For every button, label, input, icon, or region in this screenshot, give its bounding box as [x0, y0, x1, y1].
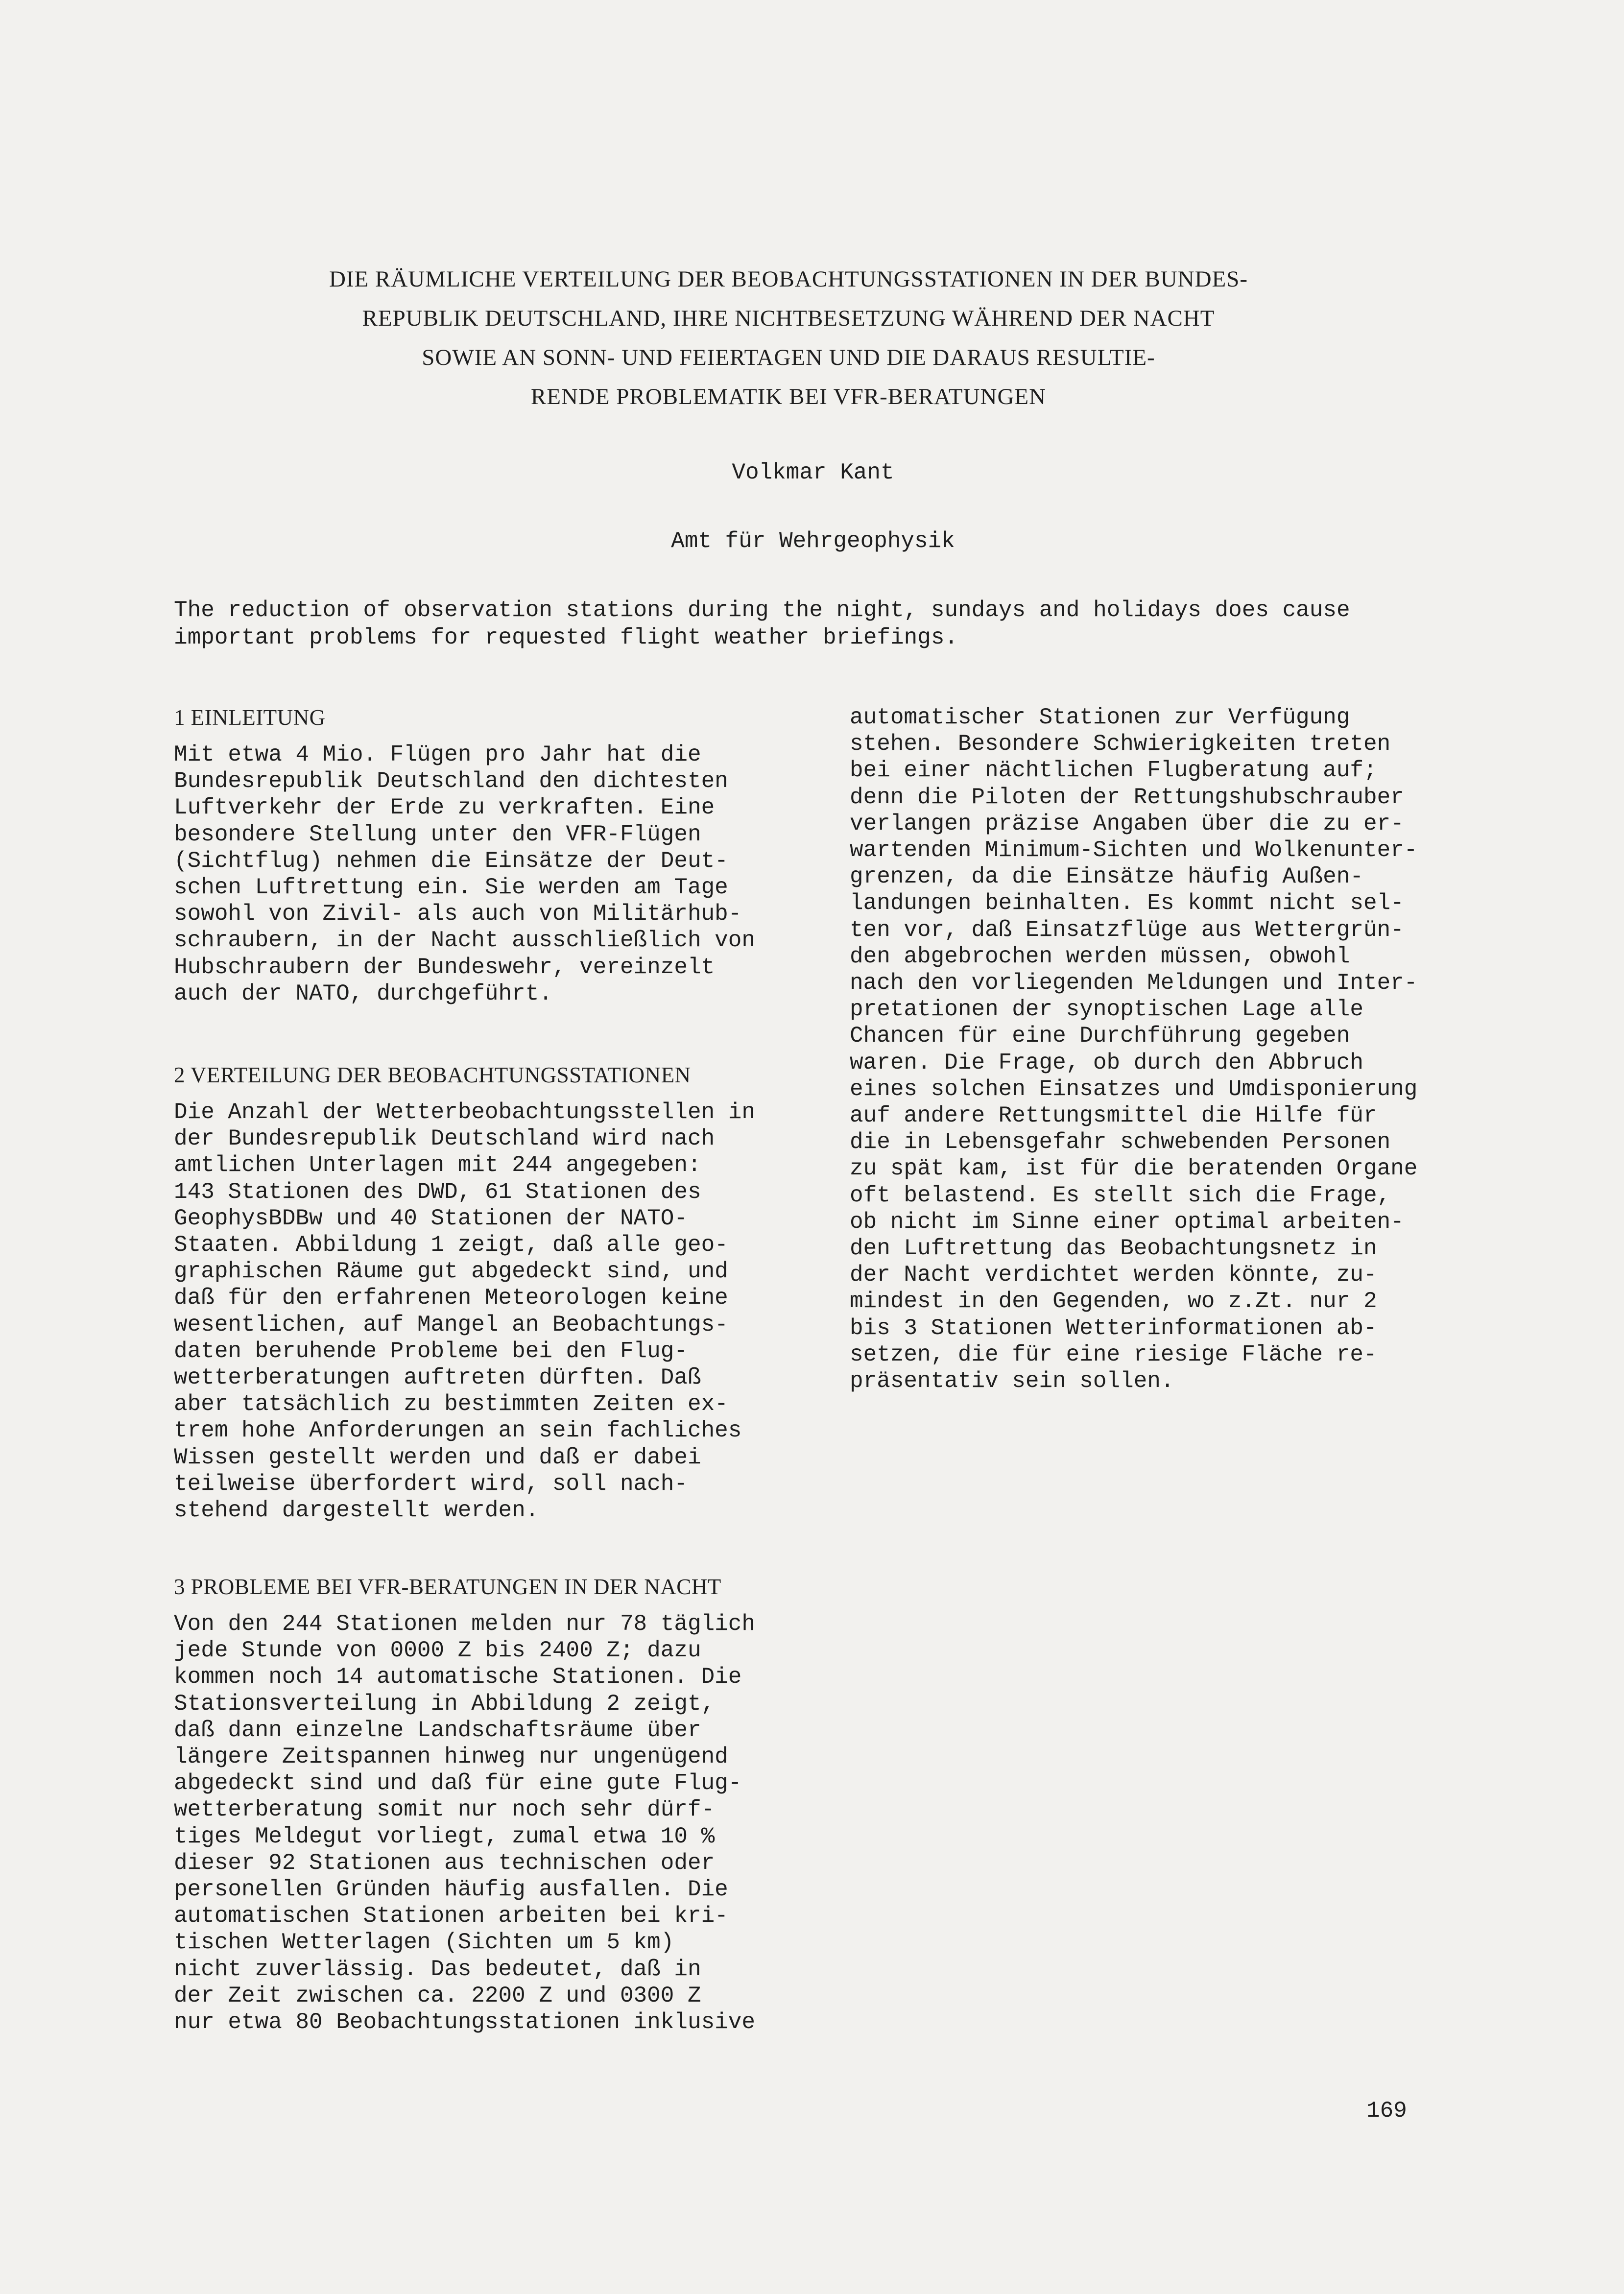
text-line: längere Zeitspannen hinweg nur ungenügend — [174, 1744, 728, 1770]
text-line: nur etwa 80 Beobachtungsstationen inklusive — [174, 2009, 755, 2035]
text-line: trem hohe Anforderungen an sein fachliches — [174, 1418, 742, 1444]
text-line: stehen. Besondere Schwierigkeiten treten — [850, 731, 1391, 757]
text-line: wetterberatungen auftreten dürften. Daß — [174, 1365, 701, 1391]
section-heading: 2 VERTEILUNG DER BEOBACHTUNGSSTATIONEN — [174, 1063, 691, 1087]
section-heading: 3 PROBLEME BEI VFR-BERATUNGEN IN DER NACHT — [174, 1575, 721, 1599]
text-line: Stationsverteilung in Abbildung 2 zeigt, — [174, 1691, 715, 1717]
text-line: kommen noch 14 automatische Stationen. Die — [174, 1664, 742, 1690]
text-line: schraubern, in der Nacht ausschließlich von — [174, 928, 755, 954]
section-paragraph — [174, 1099, 755, 1524]
text-line: auf andere Rettungsmittel die Hilfe für — [850, 1103, 1377, 1129]
text-line: die in Lebensgefahr schwebenden Personen — [850, 1129, 1391, 1155]
text-line: Luftverkehr der Erde zu verkraften. Eine — [174, 795, 715, 821]
text-line: pretationen der synoptischen Lage alle — [850, 997, 1363, 1023]
text-line: oft belastend. Es stellt sich die Frage, — [850, 1182, 1391, 1208]
text-line: amtlichen Unterlagen mit 244 angegeben: — [174, 1152, 701, 1178]
section-verteilung — [174, 1062, 755, 1524]
section-paragraph — [174, 741, 755, 1007]
title-line: DIE RÄUMLICHE VERTEILUNG DER BEOBACHTUNGSSTATIONEN IN DER BUNDES- — [329, 266, 1248, 292]
text-line: nicht zuverlässig. Das bedeutet, daß in — [174, 1956, 701, 1982]
text-line: bei einer nächtlichen Flugberatung auf; — [850, 758, 1377, 784]
text-line: dieser 92 Stationen aus technischen oder — [174, 1850, 715, 1876]
text-line: abgedeckt sind und daß für eine gute Flug- — [174, 1770, 742, 1796]
text-line: sowohl von Zivil- als auch von Militärhub- — [174, 901, 742, 927]
abstract-line: important problems for requested flight weather briefings. — [174, 625, 958, 650]
text-line: eines solchen Einsatzes und Umdisponierung — [850, 1076, 1418, 1102]
text-line: nach den vorliegenden Meldungen und Inter- — [850, 970, 1418, 996]
text-line: daß für den erfahrenen Meteorologen keine — [174, 1285, 728, 1311]
text-line: automatischen Stationen arbeiten bei kri- — [174, 1903, 728, 1929]
text-line: auch der NATO, durchgeführt. — [174, 980, 552, 1006]
text-line: wetterberatung somit nur noch sehr dürf- — [174, 1797, 715, 1823]
text-line: ob nicht im Sinne einer optimal arbeiten- — [850, 1209, 1404, 1235]
text-line: wartenden Minimum-Sichten und Wolkenunter- — [850, 837, 1418, 863]
text-line: schen Luftrettung ein. Sie werden am Tage — [174, 875, 728, 901]
section-paragraph — [174, 1611, 755, 2035]
text-line: präsentativ sein sollen. — [850, 1368, 1174, 1394]
text-line: Chancen für eine Durchführung gegeben — [850, 1023, 1350, 1049]
text-line: graphischen Räume gut abgedeckt sind, und — [174, 1259, 728, 1285]
continued-paragraph — [850, 704, 1417, 1394]
author-affiliation: Amt für Wehrgeophysik — [671, 528, 955, 554]
text-line: GeophysBDBw und 40 Stationen der NATO- — [174, 1205, 688, 1231]
text-line: 143 Stationen des DWD, 61 Stationen des — [174, 1179, 701, 1205]
text-line: bis 3 Stationen Wetterinformationen ab- — [850, 1315, 1377, 1341]
text-line: der Zeit zwischen ca. 2200 Z und 0300 Z — [174, 1983, 701, 2008]
text-line: setzen, die für eine riesige Fläche re- — [850, 1341, 1377, 1367]
section-einleitung — [174, 704, 755, 1007]
paper-title — [274, 260, 1303, 416]
page-number: 169 — [1366, 2098, 1407, 2124]
title-line: SOWIE AN SONN- UND FEIERTAGEN UND DIE DARAUS RESULTIE- — [422, 345, 1155, 370]
text-line: jede Stunde von 0000 Z bis 2400 Z; dazu — [174, 1638, 701, 1664]
text-line: den Luftrettung das Beobachtungsnetz in — [850, 1236, 1377, 1262]
section-probleme — [174, 1574, 755, 2035]
text-line: Hubschraubern der Bundeswehr, vereinzelt — [174, 954, 715, 980]
section-heading: 1 EINLEITUNG — [174, 705, 326, 730]
abstract — [174, 597, 1467, 651]
text-line: personellen Gründen häufig ausfallen. Die — [174, 1877, 728, 1903]
text-line: tiges Meldegut vorliegt, zumal etwa 10 % — [174, 1823, 715, 1849]
text-line: stehend dargestellt werden. — [174, 1498, 539, 1524]
text-line: Die Anzahl der Wetterbeobachtungsstellen in — [174, 1099, 755, 1125]
author-name: Volkmar Kant — [732, 460, 894, 485]
abstract-line: The reduction of observation stations during the night, sundays and holidays does cause — [174, 597, 1350, 623]
text-line: verlangen präzise Angaben über die zu er- — [850, 811, 1404, 836]
title-line: REPUBLIK DEUTSCHLAND, IHRE NICHTBESETZUNG WÄHREND DER NACHT — [362, 306, 1215, 331]
text-line: Von den 244 Stationen melden nur 78 täglich — [174, 1611, 755, 1637]
text-line: landungen beinhalten. Es kommt nicht sel- — [850, 890, 1404, 916]
text-line: denn die Piloten der Rettungshubschrauber — [850, 784, 1404, 810]
text-line: waren. Die Frage, ob durch den Abbruch — [850, 1050, 1363, 1075]
text-line: der Bundesrepublik Deutschland wird nach — [174, 1126, 715, 1152]
title-line: RENDE PROBLEMATIK BEI VFR-BERATUNGEN — [530, 384, 1047, 409]
text-line: teilweise überfordert wird, soll nach- — [174, 1471, 688, 1497]
text-line: tischen Wetterlagen (Sichten um 5 km) — [174, 1930, 674, 1956]
text-line: (Sichtflug) nehmen die Einsätze der Deut- — [174, 848, 728, 874]
text-line: mindest in den Gegenden, wo z.Zt. nur 2 — [850, 1289, 1377, 1314]
text-line: Bundesrepublik Deutschland den dichtesten — [174, 768, 728, 794]
text-line: Wissen gestellt werden und daß er dabei — [174, 1444, 701, 1470]
text-line: automatischer Stationen zur Verfügung — [850, 705, 1350, 730]
text-line: grenzen, da die Einsätze häufig Außen- — [850, 864, 1363, 890]
text-line: aber tatsächlich zu bestimmten Zeiten ex- — [174, 1391, 728, 1417]
text-line: den abgebrochen werden müssen, obwohl — [850, 943, 1350, 969]
text-line: besondere Stellung unter den VFR-Flügen — [174, 821, 701, 847]
text-line: wesentlichen, auf Mangel an Beobachtungs- — [174, 1312, 728, 1338]
text-line: Staaten. Abbildung 1 zeigt, daß alle geo- — [174, 1232, 728, 1258]
text-line: daß dann einzelne Landschaftsräume über — [174, 1717, 701, 1743]
text-line: ten vor, daß Einsatzflüge aus Wettergrün- — [850, 917, 1404, 943]
text-line: daten beruhende Probleme bei den Flug- — [174, 1338, 688, 1364]
text-line: Mit etwa 4 Mio. Flügen pro Jahr hat die — [174, 742, 701, 767]
text-line: zu spät kam, ist für die beratenden Organe — [850, 1156, 1418, 1182]
text-line: der Nacht verdichtet werden könnte, zu- — [850, 1262, 1377, 1288]
